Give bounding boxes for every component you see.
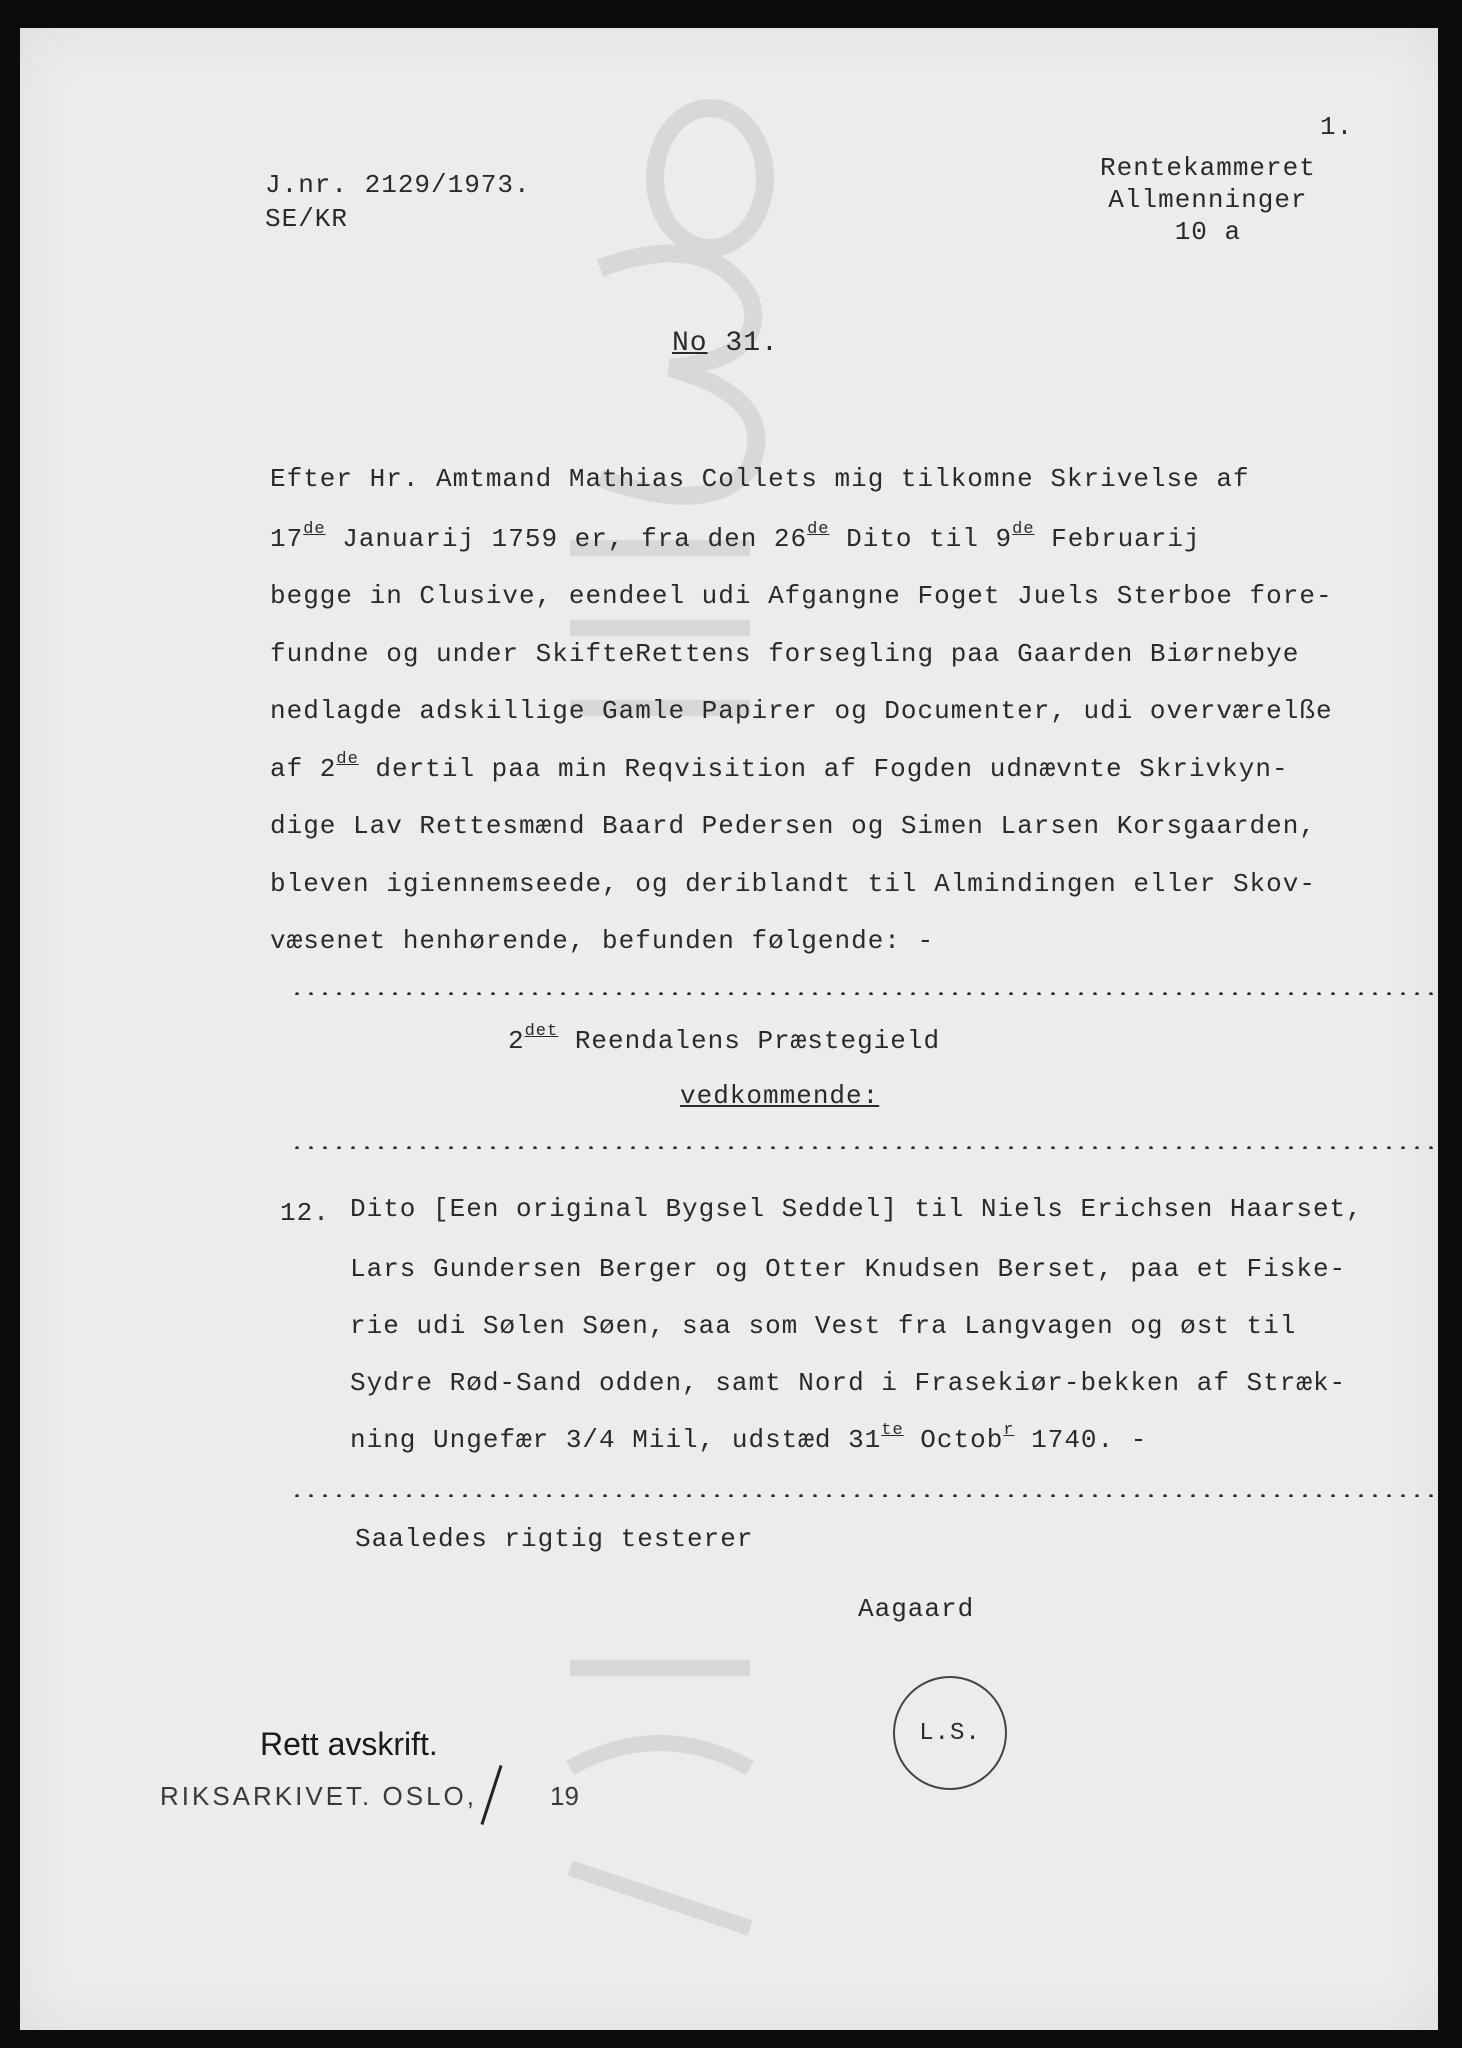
- document-page: [20, 28, 1438, 2030]
- number-sign: No: [672, 328, 708, 359]
- section-subheading: vedkommende:: [680, 1081, 880, 1111]
- section-heading: $2^{det}$ Reendalens Præstegield: [508, 1022, 941, 1056]
- journal-reference: [265, 168, 531, 236]
- archive-ref-line-3: 10 a: [1174, 217, 1242, 247]
- copy-stamp-archive: RIKSARKIVET. OSLO,: [160, 1781, 477, 1811]
- entry-number: 12.: [280, 1198, 330, 1228]
- archive-reference: [1100, 152, 1316, 248]
- copy-stamp-year: 19: [550, 1781, 579, 1811]
- body-line-4: fundne og under SkifteRettens forsegling paa Gaarden Biørnebye: [270, 639, 1300, 669]
- entry-line-2: Lars Gundersen Berger og Otter Knudsen Berset, paa et Fiske-: [350, 1254, 1347, 1284]
- body-line-1: Efter Hr. Amtmand Mathias Collets mig tilkomne Skrivelse af: [270, 464, 1250, 494]
- dotted-divider-2: [290, 1146, 1438, 1149]
- signer-name: Aagaard: [858, 1594, 975, 1624]
- entry-line-3: rie udi Sølen Søen, saa som Vest fra Langvagen og øst til: [350, 1311, 1297, 1341]
- seal-text: L.S.: [919, 1719, 981, 1747]
- document-number-heading: [672, 330, 779, 358]
- body-line-8: bleven igiennemseede, og deriblandt til Almindingen eller Skov-: [270, 869, 1316, 899]
- attestation-text: Saaledes rigtig testerer: [355, 1524, 754, 1554]
- seal-circle: [893, 1676, 1007, 1790]
- page-number: 1.: [1320, 112, 1354, 142]
- body-line-9: væsenet henhørende, befunden følgende: -: [270, 926, 935, 956]
- journal-number: J.nr. 2129/1973.: [265, 170, 531, 200]
- body-line-3: begge in Clusive, eendeel udi Afgangne Foget Juels Sterboe fore-: [270, 581, 1333, 611]
- archive-ref-line-1: Rentekammeret: [1100, 153, 1316, 183]
- body-line-7: dige Lav Rettesmænd Baard Pedersen og Simen Larsen Korsgaarden,: [270, 811, 1316, 841]
- archive-ref-line-2: Allmenninger: [1108, 185, 1308, 215]
- entry-line-1: Dito [Een original Bygsel Seddel] til Niels Erichsen Haarset,: [350, 1194, 1363, 1224]
- document-number: 31.: [725, 328, 779, 359]
- dotted-divider-1: [290, 992, 1438, 995]
- body-line-5: nedlagde adskillige Gamle Papirer og Documenter, udi overværelße: [270, 696, 1333, 726]
- journal-initials: SE/KR: [265, 204, 349, 234]
- entry-line-5: ning Ungefær 3/4 Miil, udstæd $31^{te}$ Octob$^r$ 1740. -: [350, 1421, 1148, 1455]
- stamp-slash-mark: [480, 1765, 502, 1825]
- body-line-6: af 2de dertil paa min Reqvisition af Fogden udnævnte Skrivkyn-: [270, 750, 1289, 784]
- dotted-divider-3: [290, 1494, 1438, 1497]
- copy-stamp-title: Rett avskrift.: [260, 1726, 438, 1762]
- entry-line-4: Sydre Rød-Sand odden, samt Nord i Frasekiør-bekken af Stræk-: [350, 1368, 1347, 1398]
- body-line-2: 17de Januarij 1759 er, fra den 26de Dito til 9de Februarij: [270, 520, 1201, 554]
